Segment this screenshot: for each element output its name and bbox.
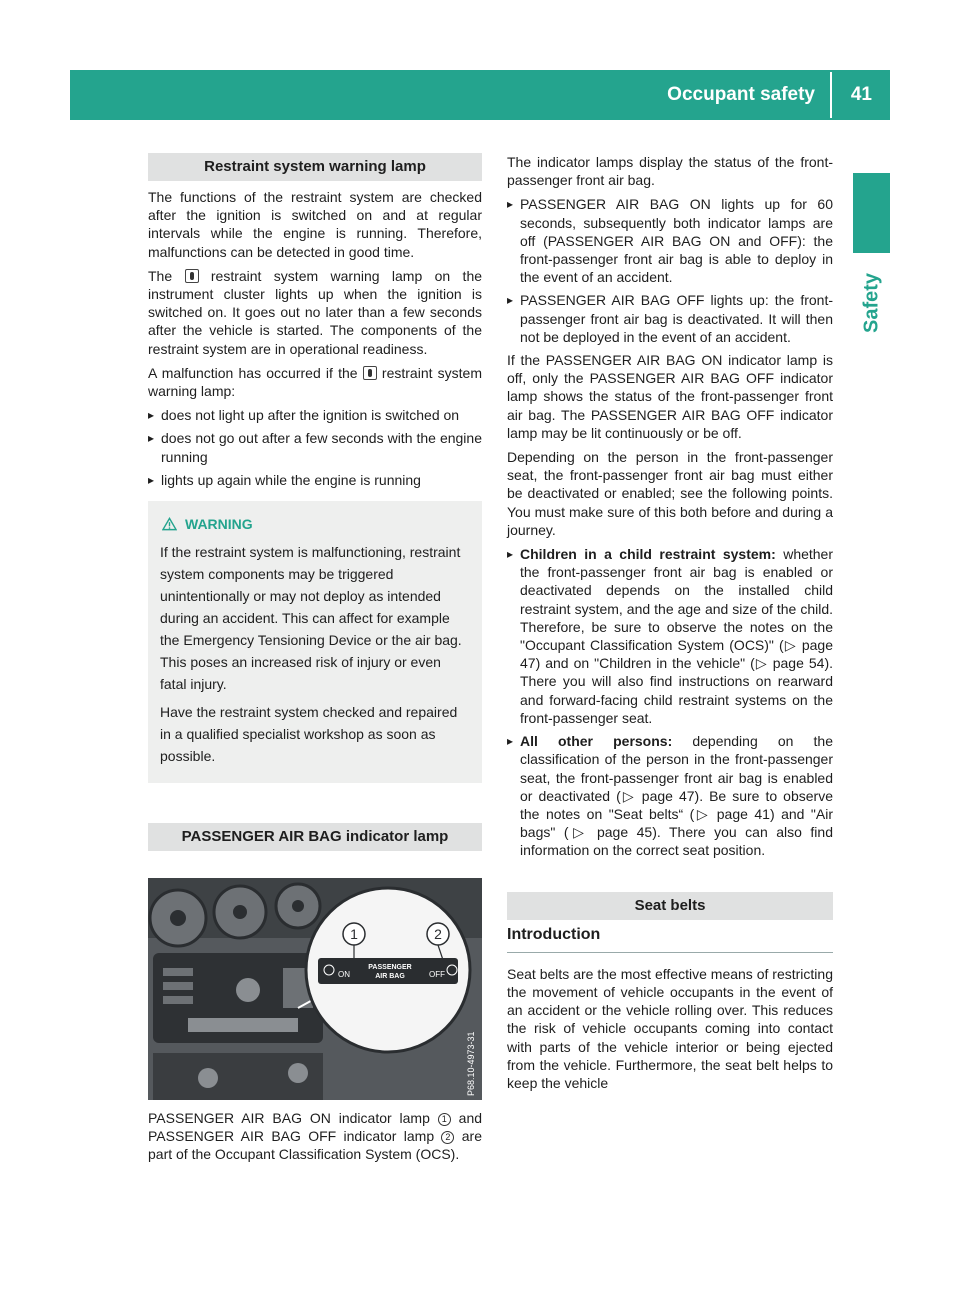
figure-caption [148, 1109, 482, 1170]
caption-text [148, 1109, 482, 1164]
list-item [507, 545, 833, 727]
list-item [507, 732, 833, 859]
header-divider [830, 72, 832, 118]
warning-text: Have the restraint system checked and repaired in a qualified specialist workshop as soon as possible. [160, 704, 458, 765]
dashboard-illustration [148, 878, 482, 1100]
list-item-lead: All other persons: [520, 733, 673, 750]
callout-number-1: 1 [438, 1113, 451, 1126]
section-heading-airbag-lamp: PASSENGER AIR BAG indicator lamp [148, 823, 482, 851]
list-item: ▸ PASSENGER AIR BAG ON lights up for 60 seconds, subsequently both indicator lamps are off (PASSENGER AIR BAG ON and OFF): the front-passenger front air bag is able to deploy in the event of an accident. [507, 195, 833, 286]
restraint-warning-lamp-icon [363, 366, 377, 380]
paragraph: Depending on the person in the front-passenger seat, the front-passenger front air bag must either be deactivated or enabled; see the following points. You must make sure of this both before and during a journey. [507, 449, 833, 538]
text: A malfunction has occurred if the [148, 364, 358, 381]
chapter-title: Occupant safety [667, 84, 815, 105]
panel-label-line2: AIR BAG [375, 973, 405, 980]
section-heading-restraint: Restraint system warning lamp [148, 153, 482, 181]
text: depending on the classification of the person in the front-passenger seat, the front-passenger front air bag is enabled or deactivated (▷ page 47). Be sure to observe the notes on "Seat belts“ (▷ page 41) and "Air bags" (▷ page 45). There you can also find information on the correct seat position. [520, 733, 833, 859]
list-item: ▸ lights up again while the engine is running [148, 471, 482, 489]
paragraph [148, 364, 482, 400]
warning-text: If the restraint system is malfunctioning, restraint system components may be triggered unintentionally or may not deploy as intended during an accident. This can affect for example the Emergency Tensioning Device or the air bag. This poses an increased risk of injury or even fatal injury. [160, 544, 462, 693]
paragraph: Seat belts are the most effective means of restricting the movement of vehicle occupants in the event of an accident or the vehicle rolling over. This reduces the risk of vehicle occupants coming into contact with parts of the vehicle interior or being ejected from the vehicle. Furthermore, the seat belt helps to keep the vehicle [507, 965, 833, 1091]
side-tab-marker [853, 173, 890, 253]
text: restraint system warning lamp: [148, 364, 483, 400]
page-number: 41 [850, 84, 872, 105]
text: whether the front-passenger front air bag is enabled or deactivated depends on the installed child restraint system, and the age and size of the child. Therefore, be sure to observe the notes on the "Occupant Classification System (OCS)" (▷ page 47) and on "Children in the vehicle" (▷ page 54). There you will also find instructions on rearward and forward-facing child restraint systems on the front-passenger seat. [520, 546, 834, 726]
side-tab-label [853, 258, 890, 348]
callout-1: 1 [350, 926, 358, 942]
list-item-lead: Children in a child restraint system: [520, 546, 776, 563]
panel-on-label: ON [338, 970, 350, 979]
list-item: ▸ does not light up after the ignition is switched on [148, 406, 482, 424]
paragraph: The indicator lamps display the status of the front-passenger front air bag. [507, 154, 833, 189]
list-item: ▸ does not go out after a few seconds with the engine running [148, 429, 482, 465]
section-heading-seat-belts: Seat belts [507, 892, 833, 920]
text: are part of the Occupant Classification System (OCS). [148, 1128, 482, 1163]
text: The [148, 267, 173, 284]
dashboard-photo [148, 878, 482, 1100]
warning-triangle-icon [162, 517, 177, 531]
subheading-introduction: Introduction [507, 926, 833, 953]
paragraph: If the PASSENGER AIR BAG ON indicator lamp is off, only the PASSENGER AIR BAG OFF indicator lamp shows the status of the front-passenger front air bag. The PASSENGER AIR BAG OFF indicator lamp may be lit continuously or be off. [507, 352, 833, 441]
right-column [507, 153, 833, 1098]
page-header [70, 70, 890, 120]
text: and PASSENGER AIR BAG OFF indicator lamp [148, 1110, 483, 1145]
callout-number-2: 2 [441, 1131, 454, 1144]
warning-title: WARNING [185, 516, 253, 533]
callout-2: 2 [434, 926, 442, 942]
warning-box [148, 501, 482, 783]
figure-reference-code: P68.10-4973-31 [466, 1031, 476, 1096]
list-item: ▸ PASSENGER AIR BAG OFF lights up: the front-passenger front air bag is deactivated. It will then not be deployed in the event of an accident. [507, 291, 833, 346]
paragraph [148, 267, 482, 358]
paragraph: The functions of the restraint system are checked after the ignition is switched on and at regular intervals while the engine is running. Therefore, malfunctions can be detected in good time. [148, 189, 482, 260]
restraint-warning-lamp-icon [185, 269, 199, 283]
panel-off-label: OFF [429, 970, 445, 979]
left-column [148, 153, 482, 851]
panel-label-line1: PASSENGER [368, 964, 412, 971]
side-tab-text: Safety [860, 272, 882, 334]
warning-heading [160, 515, 470, 533]
text: PASSENGER AIR BAG ON indicator lamp [148, 1110, 430, 1126]
text: restraint system warning lamp on the instrument cluster lights up when the ignition is switched on. It goes out no later than a few seconds after the vehicle is started. The components of the restraint system are in operational readiness. [148, 267, 483, 357]
